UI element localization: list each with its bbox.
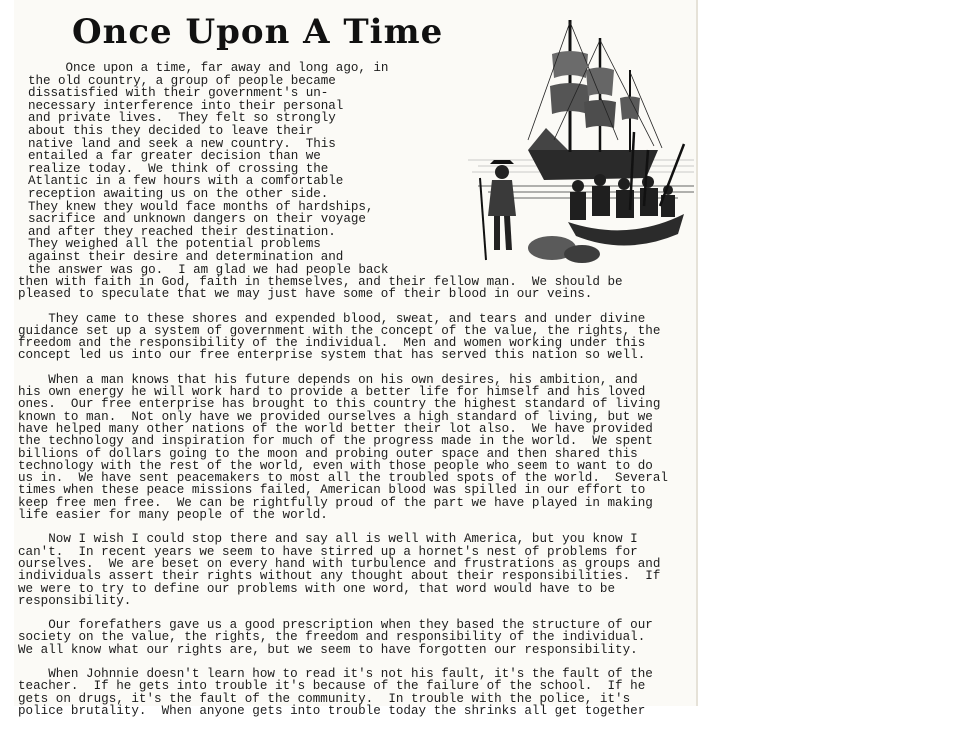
text-line: have helped many other nations of the world better their lot also. We have provided <box>18 421 653 436</box>
paragraph <box>18 533 694 607</box>
text-line: They came to these shores and expended blood, sweat, and tears and under divine <box>18 311 646 326</box>
text-line: responsibility. <box>18 593 132 608</box>
paragraph <box>18 374 694 522</box>
text-line: dissatisfied with their government's un- <box>28 86 329 101</box>
text-line: individuals assert their rights without any thought about their responsibilities. If <box>18 569 661 584</box>
paragraph <box>18 668 694 717</box>
text-line: about this they decided to leave their <box>28 123 314 138</box>
text-line: freedom and the responsibility of the individual. Men and women working under this <box>18 336 646 351</box>
intro-paragraph <box>28 62 448 276</box>
text-line: the answer was go. I am glad we had people back <box>28 262 389 277</box>
text-line: Atlantic in a few hours with a comfortable <box>28 174 344 189</box>
text-line: and after they reached their destination. <box>28 224 336 239</box>
text-line: Now I wish I could stop there and say all is well with America, but you know I <box>18 532 638 547</box>
paragraph <box>18 619 694 656</box>
text-line: native land and seek a new country. This <box>28 136 336 151</box>
text-line: reception awaiting us on the other side. <box>28 186 329 201</box>
text-line: us in. We have sent peacemakers to most all the troubled spots of the world. Several <box>18 471 668 486</box>
text-line: against their desire and determination and <box>28 249 344 264</box>
text-line: When a man knows that his future depends on his own desires, his ambition, and <box>18 372 638 387</box>
document-page <box>14 0 698 718</box>
text-line: the old country, a group of people became <box>28 73 336 88</box>
text-line: guidance set up a system of government with the concept of the value, the rights, the <box>18 323 661 338</box>
text-line: ones. Our free enterprise has brought to this country the highest standard of living <box>18 397 661 412</box>
text-line: concept led us into our free enterprise system that has served this nation so well. <box>18 348 646 363</box>
text-line: Once upon a time, far away and long ago, in <box>28 61 389 75</box>
text-line: Our forefathers gave us a good prescription when they based the structure of our <box>18 618 653 633</box>
text-line: the technology and inspiration for much of the progress made in the world. We spent <box>18 434 653 449</box>
text-line: We all know what our rights are, but we seem to have forgotten our responsibility. <box>18 642 638 657</box>
body-text <box>18 276 694 729</box>
text-line: gets on drugs, it's the fault of the community. In trouble with the police, it's <box>18 691 631 706</box>
paragraph <box>18 313 694 362</box>
intro-continuation <box>18 276 694 301</box>
text-line: pleased to speculate that we may just have some of their blood in our veins. <box>18 287 593 302</box>
text-line: They knew they would face months of hardships, <box>28 199 374 214</box>
text-line: society on the value, the rights, the freedom and responsibility of the individual. <box>18 630 646 645</box>
text-line: and private lives. They felt so strongly <box>28 111 336 126</box>
text-line: then with faith in God, faith in themselves, and their fellow man. We should be <box>18 275 623 289</box>
text-line: necessary interference into their personal <box>28 98 344 113</box>
text-line: When Johnnie doesn't learn how to read it's not his fault, it's the fault of the <box>18 667 653 682</box>
text-line: billions of dollars going to the moon and probing outer space and then shared this <box>18 446 638 461</box>
text-line: life easier for many people of the world. <box>18 508 328 523</box>
ship-and-pilgrims-illustration <box>458 10 698 272</box>
page-title: Once Upon A Time <box>72 12 444 52</box>
text-line: known to man. Not only have we provided ourselves a high standard of living, but we <box>18 409 653 424</box>
text-line: his own energy he will work hard to provide a better life for himself and his loved <box>18 385 646 400</box>
text-line: we were to try to define our problems with one word, that word would have to be <box>18 581 616 596</box>
text-line: police brutality. When anyone gets into trouble today the shrinks all get together <box>18 703 646 718</box>
text-line: They weighed all the potential problems <box>28 237 321 252</box>
text-line: teacher. If he gets into trouble it's because of the failure of the school. If he <box>18 679 646 694</box>
text-line: ourselves. We are beset on every hand with turbulence and frustrations as groups and <box>18 556 661 571</box>
text-line: technology with the rest of the world, even with those people who seem to want to do <box>18 458 653 473</box>
text-line: entailed a far greater decision than we <box>28 149 321 164</box>
text-line: keep free men free. We can be rightfully proud of the part we have played in making <box>18 495 653 510</box>
text-line: sacrifice and unknown dangers on their voyage <box>28 212 366 227</box>
text-line: realize today. We think of crossing the <box>28 161 329 176</box>
text-line: can't. In recent years we seem to have stirred up a hornet's nest of problems for <box>18 544 638 559</box>
text-line: times when these peace missions failed, American blood was spilled in our effort to <box>18 483 646 498</box>
